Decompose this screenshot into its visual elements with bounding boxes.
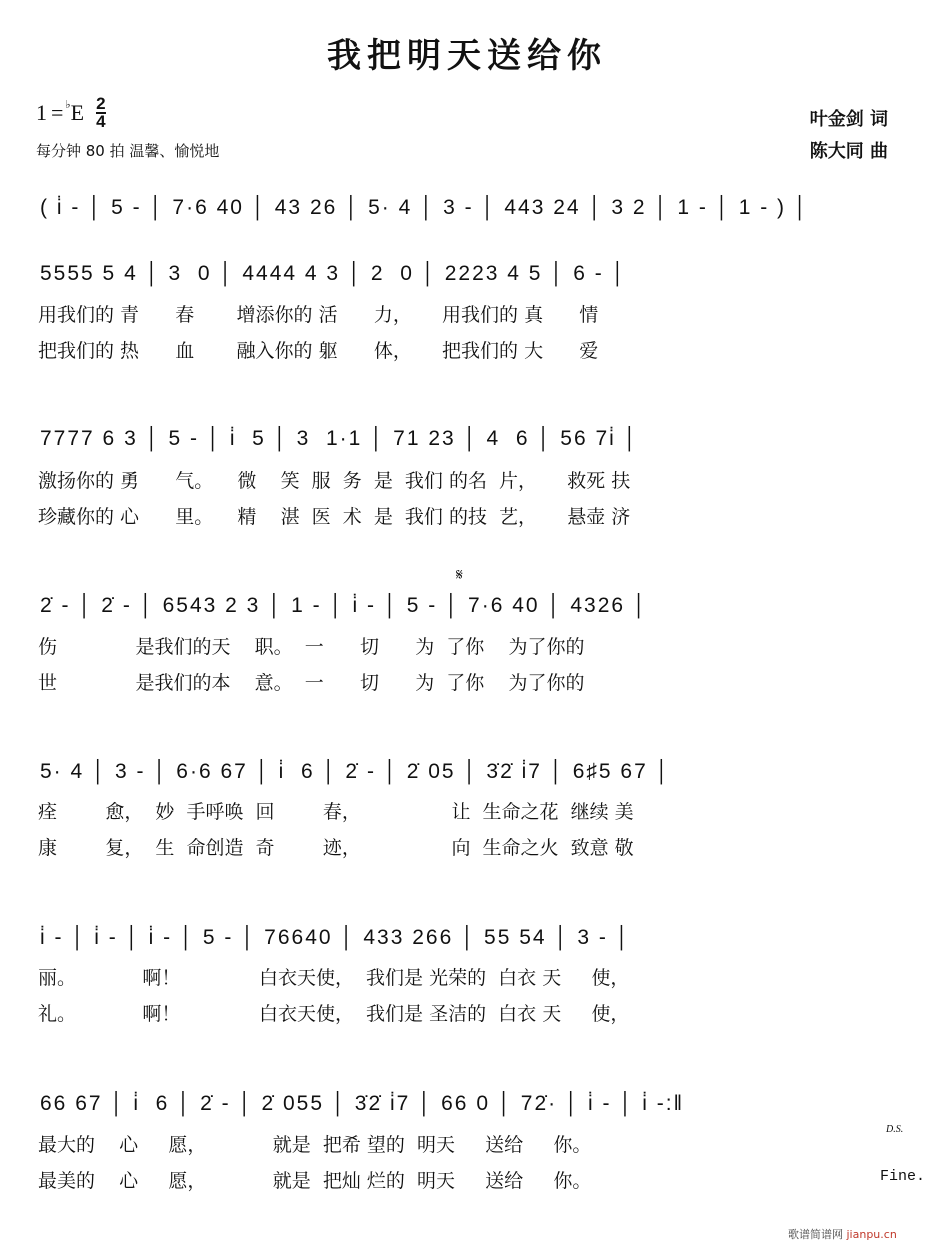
watermark-cn: 歌谱简谱网: [788, 1228, 843, 1241]
watermark: [788, 1226, 897, 1242]
key-signature: [36, 96, 106, 130]
dal-segno-marking: D.S.: [886, 1124, 904, 1135]
system-6-notes: 66 67 │ i̇ 6 │ 2̇ - │ 2̇ 055 │ 3̇2̇ i̇7 │ 66 0 │ 72̇· │ i̇ - │ i̇ -:‖: [40, 1092, 685, 1115]
composer: 陈大同 曲: [809, 141, 888, 162]
time-top: 2: [96, 94, 106, 113]
system-1-notes: 5555 5 4 │ 3 0 │ 4444 4 3 │ 2 0 │ 2223 4 5 │ 6 - │: [40, 262, 627, 285]
credits: [810, 104, 888, 168]
system-5-lyrics-1: 丽。 啊！ 白衣天使， 我们是 光荣的 白衣 天 使，: [38, 967, 630, 989]
time-bottom: 4: [96, 112, 106, 131]
system-4-notes: 5· 4 │ 3 - │ 6·6 67 │ i̇ 6 │ 2̇ - │ 2̇ 05 │ 3̇2̇ i̇7 │ 6♯5 67 │: [40, 760, 671, 783]
system-3-notes: 2̇ - │ 2̇ - │ 6543 2 3 │ 1 - │ i̇ - │ 5 - │ 7·6 40 │ 4326 │: [40, 594, 649, 617]
watermark-en: jianpu.cn: [846, 1228, 897, 1241]
lyricist: 叶金剑 词: [809, 109, 888, 130]
system-1-lyrics-2: 把我们的 热 血 融入你的 躯 体， 把我们的 大 爱: [38, 340, 599, 362]
key-note: E: [70, 100, 85, 125]
tempo-marking: 每分钟 80 拍 温馨、愉悦地: [36, 142, 220, 160]
fine-marking: Fine.: [880, 1168, 926, 1185]
system-3-lyrics-1: 伤 是我们的天 职。 一 切 为 了你 为了你的: [38, 636, 585, 658]
system-0-notes: ( i̇ - │ 5 - │ 7·6 40 │ 43 26 │ 5· 4 │ 3 - │ 443 24 │ 3 2 │ 1 - │ 1 - ) │: [40, 196, 809, 219]
system-2-notes: 7777 6 3 │ 5 - │ i̇ 5 │ 3 1·1 │ 71 23 │ 4 6 │ 56 7i̇ │: [40, 427, 639, 450]
system-4-lyrics-2: 康 复， 生 命创造 奇 迹， 向 生命之火 致意 敬: [38, 837, 634, 859]
key-do: 1: [36, 100, 47, 125]
system-2-lyrics-2: 珍藏你的 心 里。 精 湛 医 术 是 我们 的技 艺， 悬壶 济: [38, 506, 631, 528]
system-4-lyrics-1: 痊 愈， 妙 手呼唤 回 春， 让 生命之花 继续 美: [38, 801, 634, 823]
system-6-lyrics-2: 最美的 心 愿， 就是 把灿 烂的 明天 送给 你。: [38, 1170, 592, 1192]
song-title: 我把明天送给你: [327, 36, 607, 76]
system-3-lyrics-2: 世 是我们的本 意。 一 切 为 了你 为了你的: [38, 672, 585, 694]
system-5-lyrics-2: 礼。 啊！ 白衣天使， 我们是 圣洁的 白衣 天 使，: [38, 1003, 630, 1025]
system-2-lyrics-1: 激扬你的 勇 气。 微 笑 服 务 是 我们 的名 片， 救死 扶: [38, 470, 631, 492]
flat-icon: ♭: [65, 98, 71, 111]
system-1-lyrics-1: 用我们的 青 春 增添你的 活 力， 用我们的 真 情: [38, 304, 599, 326]
time-signature: [96, 96, 105, 130]
segno-icon: 𝄋: [456, 565, 463, 584]
system-5-notes: i̇ - │ i̇ - │ i̇ - │ 5 - │ 76640 │ 433 266 │ 55 54 │ 3 - │: [40, 926, 631, 949]
key-equals: =: [51, 100, 64, 125]
system-6-lyrics-1: 最大的 心 愿， 就是 把希 望的 明天 送给 你。: [38, 1134, 592, 1156]
